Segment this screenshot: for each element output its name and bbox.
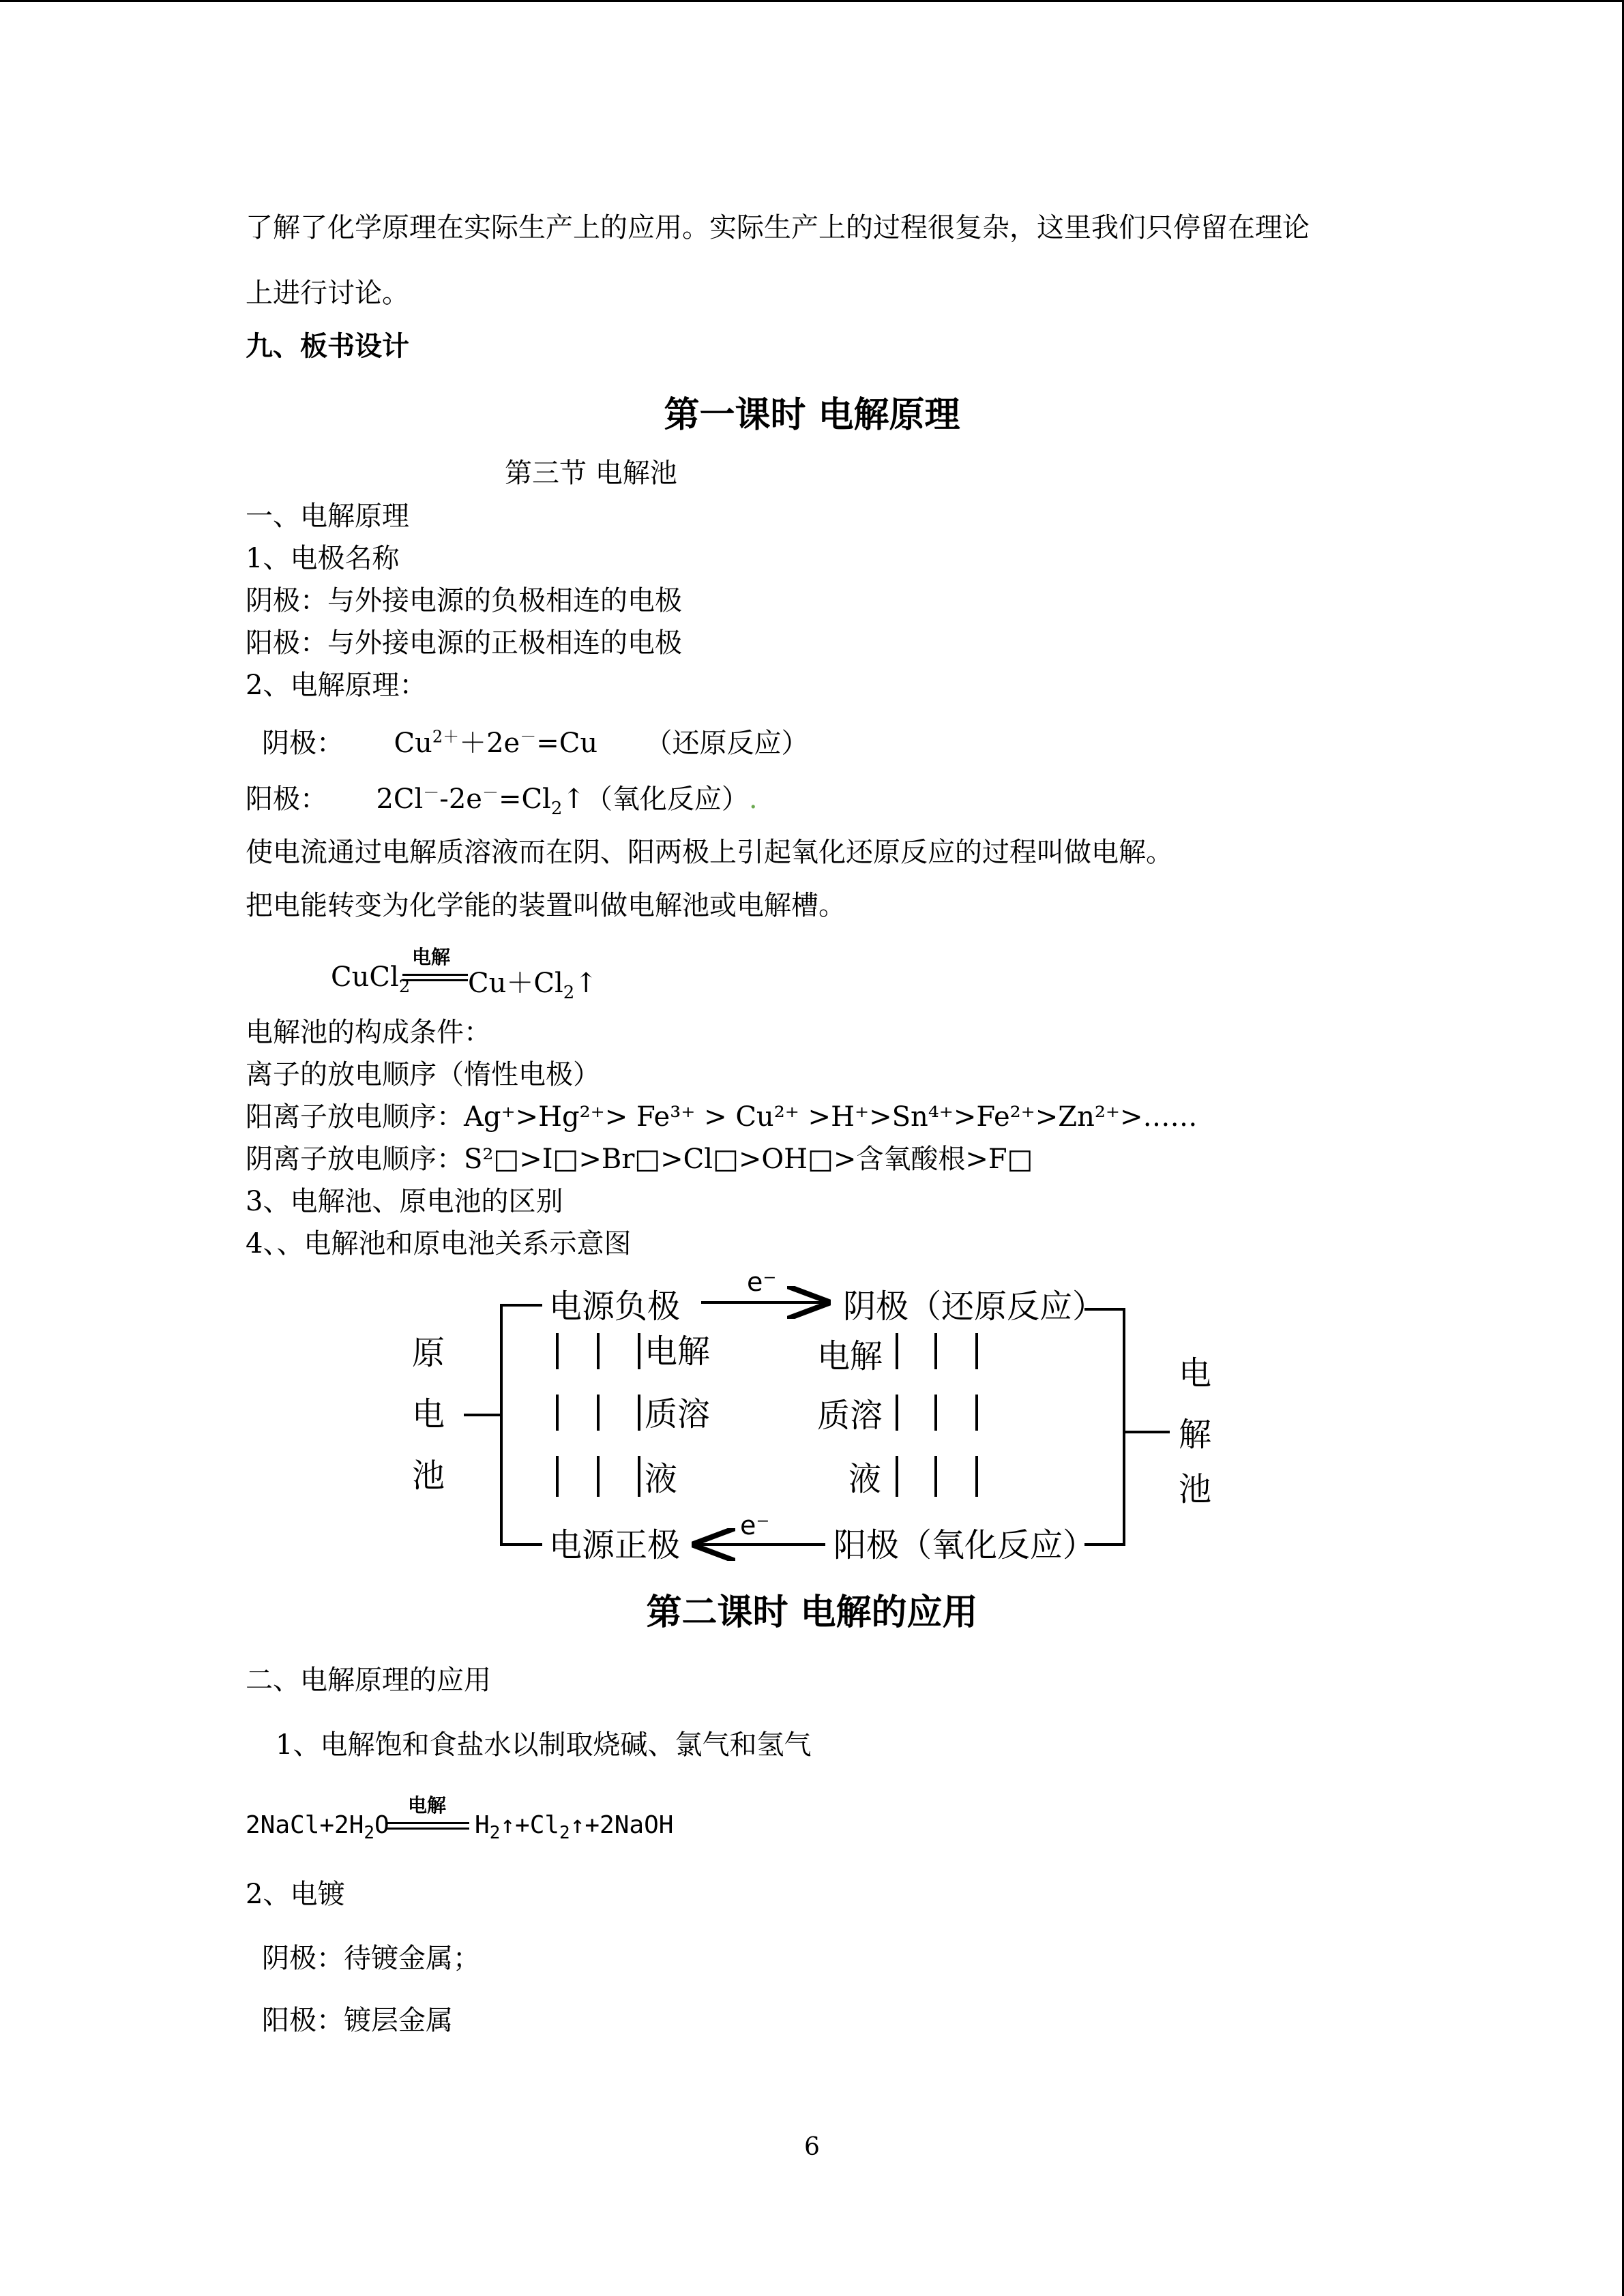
- electron-top: e⁻: [747, 1267, 777, 1297]
- left-label-2: 电: [412, 1395, 445, 1433]
- principle-subheading: 2、电解原理：: [246, 670, 427, 701]
- anode-equation: 阳极： $2Cl^--2e^-=Cl_2↑$（氧化反应）.: [246, 783, 758, 819]
- intro-line-2: 上进行讨论。: [246, 278, 409, 309]
- section-subtitle: 第三节 电解池: [505, 458, 677, 489]
- right-bracket: [1084, 1309, 1124, 1545]
- cell-definition: 把电能转变为化学能的装置叫做电解池或电解槽。: [246, 890, 846, 921]
- anode-eq-label: 阳极：: [246, 784, 327, 815]
- mid-left-2: 质溶: [645, 1395, 711, 1433]
- plating-heading: 2、电镀: [246, 1879, 345, 1910]
- plating-anode: 阳极：镀层金属: [262, 2005, 453, 2036]
- left-bracket: [501, 1305, 542, 1545]
- anode-oxidation: 阳极（氧化反应）: [833, 1526, 1096, 1564]
- cathode-eq-note: （还原反应）: [645, 728, 809, 759]
- plating-cathode: 阴极：待镀金属；: [262, 1943, 480, 1974]
- cation-order: 阳离子放电顺序：Ag⁺>Hg²⁺> Fe³⁺ > Cu²⁺ >H⁺>Sn⁴⁺>Fe²⁺>Zn²⁺>……: [246, 1101, 1198, 1133]
- mid-right-2: 质溶: [817, 1397, 883, 1435]
- left-label-1: 原: [412, 1334, 445, 1372]
- anion-order: 阴离子放电顺序：S²□>I□>Br□>Cl□>OH□>含氧酸根>F□: [246, 1144, 1033, 1175]
- intro-line-1: 了解了化学原理在实际生产上的应用。实际生产上的过程很复杂，这里我们只停留在理论: [246, 212, 1310, 243]
- right-label-1: 电: [1179, 1354, 1212, 1392]
- nacl-heading: 1、电解饱和食盐水以制取烧碱、氯气和氢气: [276, 1729, 812, 1761]
- section-9-heading: 九、板书设计: [246, 331, 409, 362]
- mid-right-3: 液: [848, 1460, 882, 1498]
- application-heading: 二、电解原理的应用: [246, 1665, 491, 1696]
- page-number: 6: [804, 2133, 820, 2161]
- difference-heading: 3、电解池、原电池的区别: [246, 1186, 563, 1217]
- lesson-1-title: 第一课时 电解原理: [664, 395, 960, 436]
- electrode-names: 1、电极名称: [246, 543, 400, 574]
- cathode-reduction: 阴极（还原反应）: [843, 1287, 1106, 1326]
- electrolysis-definition: 使电流通过电解质溶液而在阴、阳两极上引起氧化还原反应的过程叫做电解。: [246, 837, 1173, 868]
- lesson-2-title: 第二课时 电解的应用: [646, 1592, 978, 1633]
- relation-heading: 4、、电解池和原电池关系示意图: [246, 1228, 632, 1259]
- right-label-3: 池: [1179, 1470, 1212, 1508]
- cell-conditions: 电解池的构成条件：: [246, 1017, 491, 1048]
- mid-right-1: 电解: [817, 1337, 883, 1375]
- cathode-eq-label: 阴极：: [262, 728, 344, 759]
- cathode-definition: 阴极：与外接电源的负极相连的电极: [246, 585, 682, 616]
- mid-left-3: 液: [645, 1460, 678, 1498]
- principle-heading: 一、电解原理: [246, 501, 409, 532]
- left-label-3: 池: [412, 1457, 445, 1495]
- electron-bottom: e⁻: [740, 1510, 770, 1540]
- power-negative: 电源负极: [549, 1287, 681, 1326]
- right-label-2: 解: [1179, 1416, 1212, 1454]
- discharge-order: 离子的放电顺序（惰性电极）: [246, 1059, 600, 1090]
- cathode-equation: 阴极： $Cu^{2+}+2e^-=Cu$ （还原反应）: [262, 727, 809, 759]
- anode-definition: 阳极：与外接电源的正极相连的电极: [246, 627, 682, 659]
- mid-left-1: 电解: [645, 1332, 711, 1371]
- power-positive: 电源正极: [549, 1526, 681, 1564]
